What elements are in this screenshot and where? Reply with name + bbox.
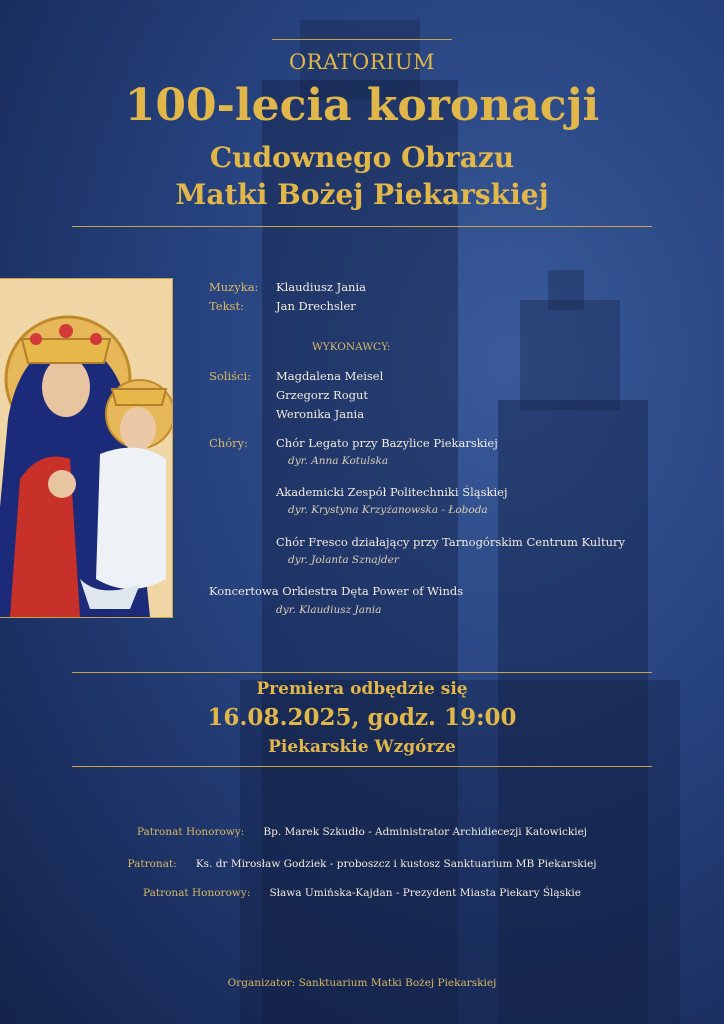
performers-heading: WYKONAWCY:: [312, 341, 391, 353]
premiere-bottom-rule: [72, 766, 652, 767]
premiere-date: 16.08.2025, godz. 19:00: [207, 704, 517, 731]
choir-1-name: Chór Legato przy Bazylice Piekarskiej: [276, 436, 498, 450]
madonna-icon-image: [0, 278, 173, 618]
premiere-top-rule: [72, 672, 652, 673]
patron-2-value: Ks. dr Mirosław Godziek - proboszcz i kustosz Sanktuarium MB Piekarskiej: [195, 858, 597, 870]
text-label: Tekst:: [209, 299, 244, 313]
orchestra-name: Koncertowa Orkiestra Dęta Power of Winds: [209, 584, 464, 598]
subtitle-line-2: Matki Bożej Piekarskiej: [175, 178, 549, 211]
patron-row-3: [0, 881, 724, 900]
soloist-3: Weronika Jania: [276, 407, 365, 421]
patron-3-value: Sława Umińska-Kajdan - Prezydent Miasta Piekary Śląskie: [269, 887, 581, 899]
text-value: Jan Drechsler: [276, 299, 356, 313]
choir-2-name: Akademicki Zespół Politechniki Śląskiej: [276, 485, 508, 499]
choirs-label: Chóry:: [209, 436, 248, 450]
premiere-location: Piekarskie Wzgórze: [268, 737, 456, 757]
subtitle-line-1: Cudownego Obrazu: [209, 141, 515, 174]
music-label: Muzyka:: [209, 280, 259, 294]
soloist-2: Grzegorz Rogut: [276, 388, 369, 402]
choir-3-director: dyr. Jolanta Sznajder: [288, 554, 399, 566]
patron-row-2: [0, 852, 724, 871]
top-rule: [272, 39, 452, 40]
orchestra-director: dyr. Klaudiusz Jania: [276, 604, 382, 616]
patron-row-1: [0, 820, 724, 839]
patron-1-value: Bp. Marek Szkudło - Administrator Archidiecezji Katowickiej: [263, 826, 588, 838]
choir-1-director: dyr. Anna Kotulska: [288, 455, 389, 467]
soloist-1: Magdalena Meisel: [276, 369, 384, 383]
patron-1-label: Patronat Honorowy:: [136, 826, 245, 838]
header-bottom-rule: [72, 226, 652, 227]
choir-2-director: dyr. Krystyna Krzyżanowska - Łoboda: [288, 504, 488, 516]
patron-3-label: Patronat Honorowy:: [143, 887, 251, 899]
choir-3-name: Chór Fresco działający przy Tarnogórskim Centrum Kultury: [276, 535, 626, 549]
soloists-label: Soliści:: [209, 369, 252, 383]
main-title: 100-lecia koronacji: [124, 80, 600, 131]
organizer: Organizator: Sanktuarium Matki Bożej Piekarskiej: [227, 977, 497, 989]
premiere-intro: Premiera odbędzie się: [256, 679, 468, 699]
oratorium-label: ORATORIUM: [288, 50, 436, 74]
patron-2-label: Patronat:: [127, 858, 177, 870]
music-value: Klaudiusz Jania: [276, 280, 367, 294]
